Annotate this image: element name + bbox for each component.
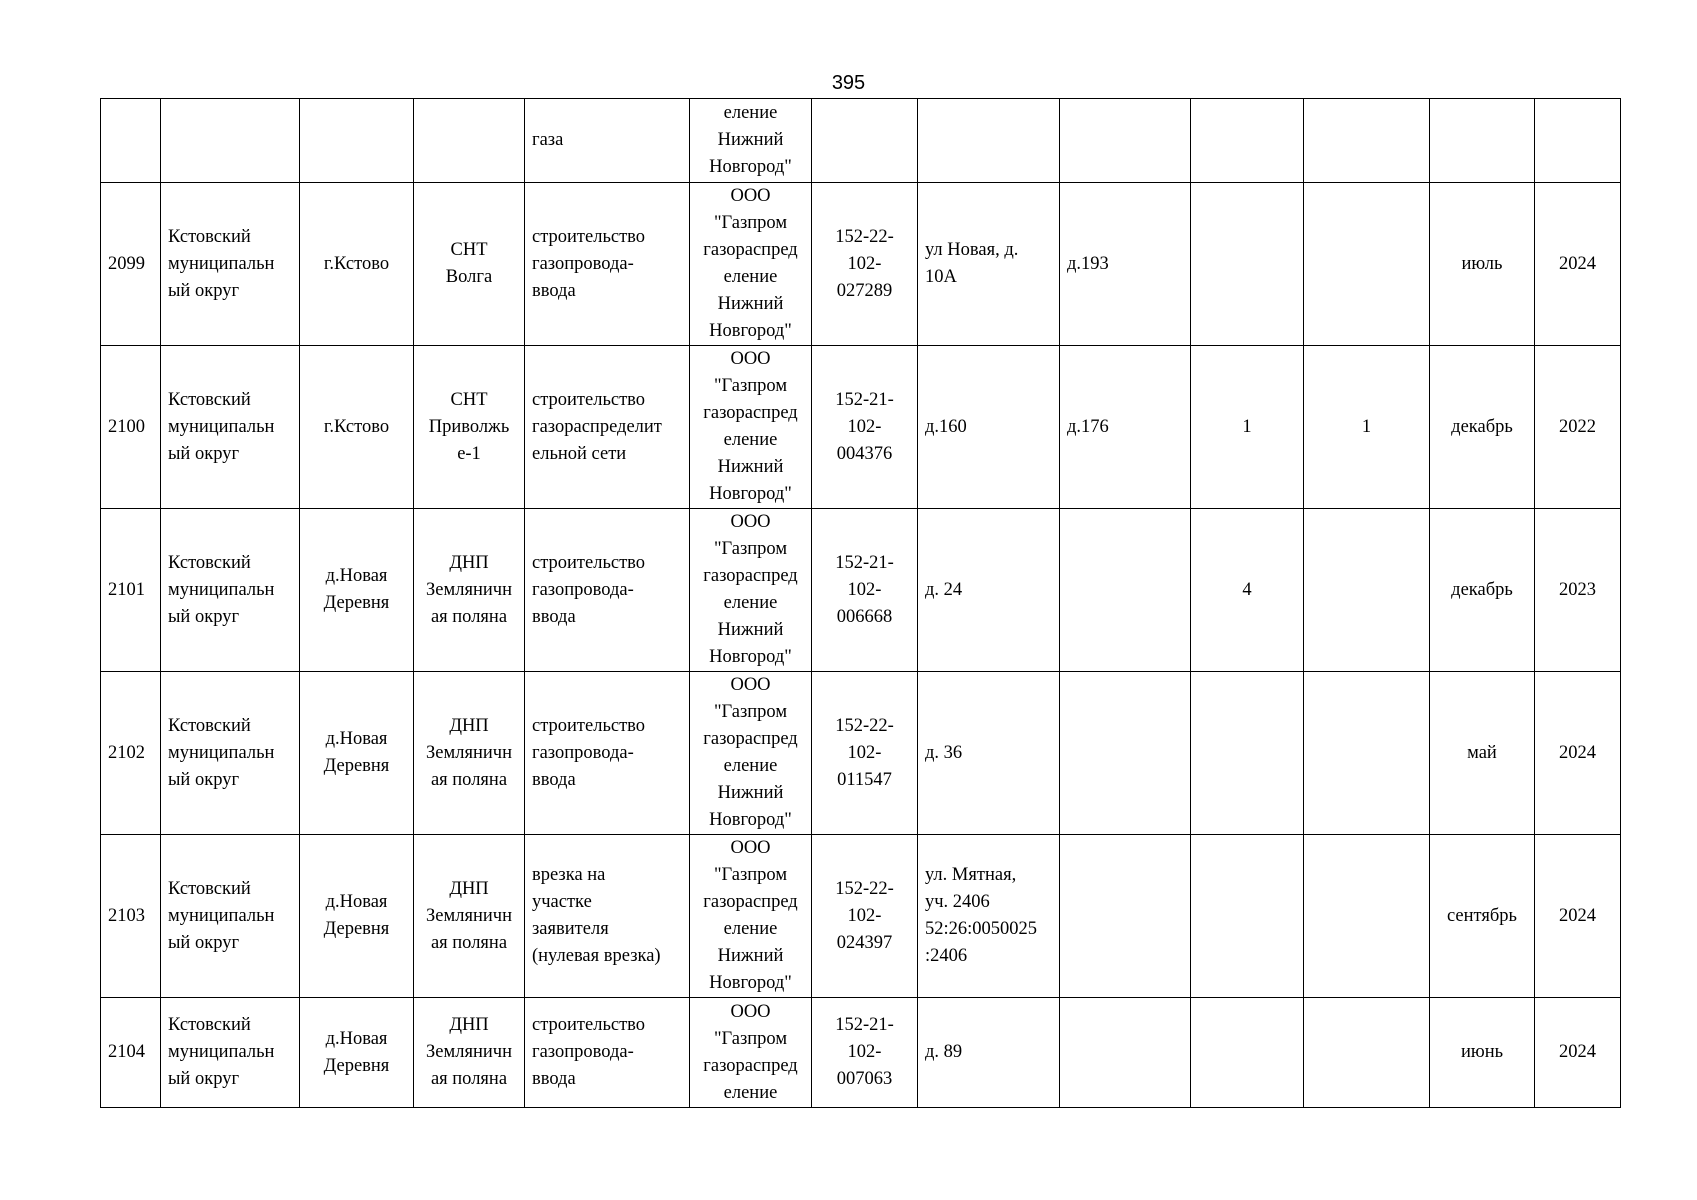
- locality-cell: г.Кстово: [300, 183, 414, 346]
- table-row: [101, 99, 1621, 183]
- work-type-cell: врезка на участке заявителя (нулевая врезка): [525, 835, 690, 998]
- district-cell: Кстовский муниципальн ый округ: [161, 835, 300, 998]
- work-type-cell: газа: [525, 99, 690, 183]
- locality-cell: д.Новая Деревня: [300, 509, 414, 672]
- year-cell: [1535, 99, 1621, 183]
- month-cell: май: [1430, 672, 1535, 835]
- table-row: [101, 998, 1621, 1108]
- district-cell: Кстовский муниципальн ый округ: [161, 509, 300, 672]
- work-type-cell: строительство газопровода- ввода: [525, 509, 690, 672]
- district-cell: Кстовский муниципальн ый округ: [161, 183, 300, 346]
- table-row: [101, 672, 1621, 835]
- locality-cell: г.Кстово: [300, 346, 414, 509]
- organization-cell: ООО "Газпром газораспред еление Нижний Новгород": [690, 183, 812, 346]
- locality-cell: д.Новая Деревня: [300, 672, 414, 835]
- address-to-cell: [1060, 509, 1191, 672]
- year-cell: 2023: [1535, 509, 1621, 672]
- page-number: 395: [831, 72, 866, 94]
- count-cell-b: [1304, 183, 1430, 346]
- table-row: [101, 183, 1621, 346]
- table-row: [101, 346, 1621, 509]
- month-cell: декабрь: [1430, 509, 1535, 672]
- work-type-cell: строительство газопровода- ввода: [525, 998, 690, 1108]
- table-row: [101, 509, 1621, 672]
- address-from-cell: д. 24: [918, 509, 1060, 672]
- row-number-cell: 2103: [101, 835, 161, 998]
- organization-cell: еление Нижний Новгород": [690, 99, 812, 183]
- work-type-cell: строительство газопровода- ввода: [525, 672, 690, 835]
- organization-cell: ООО "Газпром газораспред еление Нижний Новгород": [690, 835, 812, 998]
- row-number-cell: 2102: [101, 672, 161, 835]
- district-cell: [161, 99, 300, 183]
- district-cell: Кстовский муниципальн ый округ: [161, 998, 300, 1108]
- contract-number-cell: 152-22- 102- 011547: [812, 672, 918, 835]
- contract-number-cell: [812, 99, 918, 183]
- address-from-cell: ул Новая, д. 10А: [918, 183, 1060, 346]
- organization-cell: ООО "Газпром газораспред еление: [690, 998, 812, 1108]
- count-cell-b: [1304, 509, 1430, 672]
- district-cell: Кстовский муниципальн ый округ: [161, 672, 300, 835]
- count-cell-b: [1304, 672, 1430, 835]
- locality-cell: д.Новая Деревня: [300, 835, 414, 998]
- organization-cell: ООО "Газпром газораспред еление Нижний Новгород": [690, 672, 812, 835]
- count-cell-a: [1191, 183, 1304, 346]
- snt-cell: [414, 99, 525, 183]
- gasification-registry-table: [100, 98, 1621, 1108]
- address-to-cell: [1060, 99, 1191, 183]
- address-from-cell: д.160: [918, 346, 1060, 509]
- organization-cell: ООО "Газпром газораспред еление Нижний Новгород": [690, 346, 812, 509]
- address-from-cell: [918, 99, 1060, 183]
- month-cell: июль: [1430, 183, 1535, 346]
- count-cell-b: [1304, 835, 1430, 998]
- count-cell-a: [1191, 998, 1304, 1108]
- contract-number-cell: 152-21- 102- 007063: [812, 998, 918, 1108]
- count-cell-a: 1: [1191, 346, 1304, 509]
- row-number-cell: 2104: [101, 998, 161, 1108]
- row-number-cell: [101, 99, 161, 183]
- address-to-cell: [1060, 672, 1191, 835]
- snt-cell: ДНП Земляничн ая поляна: [414, 998, 525, 1108]
- row-number-cell: 2101: [101, 509, 161, 672]
- address-from-cell: д. 89: [918, 998, 1060, 1108]
- count-cell-a: [1191, 672, 1304, 835]
- snt-cell: СНТ Приволжь е-1: [414, 346, 525, 509]
- contract-number-cell: 152-21- 102- 006668: [812, 509, 918, 672]
- count-cell-a: 4: [1191, 509, 1304, 672]
- work-type-cell: строительство газораспределит ельной сети: [525, 346, 690, 509]
- year-cell: 2024: [1535, 672, 1621, 835]
- month-cell: июнь: [1430, 998, 1535, 1108]
- contract-number-cell: 152-22- 102- 024397: [812, 835, 918, 998]
- count-cell-b: [1304, 99, 1430, 183]
- month-cell: декабрь: [1430, 346, 1535, 509]
- address-to-cell: д.193: [1060, 183, 1191, 346]
- contract-number-cell: 152-22- 102- 027289: [812, 183, 918, 346]
- year-cell: 2024: [1535, 183, 1621, 346]
- row-number-cell: 2099: [101, 183, 161, 346]
- organization-cell: ООО "Газпром газораспред еление Нижний Новгород": [690, 509, 812, 672]
- count-cell-b: [1304, 998, 1430, 1108]
- contract-number-cell: 152-21- 102- 004376: [812, 346, 918, 509]
- snt-cell: ДНП Земляничн ая поляна: [414, 509, 525, 672]
- address-to-cell: [1060, 998, 1191, 1108]
- year-cell: 2024: [1535, 835, 1621, 998]
- work-type-cell: строительство газопровода- ввода: [525, 183, 690, 346]
- address-from-cell: д. 36: [918, 672, 1060, 835]
- address-from-cell: ул. Мятная, уч. 2406 52:26:0050025 :2406: [918, 835, 1060, 998]
- snt-cell: ДНП Земляничн ая поляна: [414, 835, 525, 998]
- table-row: [101, 835, 1621, 998]
- address-to-cell: [1060, 835, 1191, 998]
- month-cell: [1430, 99, 1535, 183]
- count-cell-a: [1191, 835, 1304, 998]
- locality-cell: [300, 99, 414, 183]
- count-cell-b: 1: [1304, 346, 1430, 509]
- count-cell-a: [1191, 99, 1304, 183]
- locality-cell: д.Новая Деревня: [300, 998, 414, 1108]
- year-cell: 2022: [1535, 346, 1621, 509]
- year-cell: 2024: [1535, 998, 1621, 1108]
- month-cell: сентябрь: [1430, 835, 1535, 998]
- snt-cell: ДНП Земляничн ая поляна: [414, 672, 525, 835]
- row-number-cell: 2100: [101, 346, 161, 509]
- snt-cell: СНТ Волга: [414, 183, 525, 346]
- district-cell: Кстовский муниципальн ый округ: [161, 346, 300, 509]
- address-to-cell: д.176: [1060, 346, 1191, 509]
